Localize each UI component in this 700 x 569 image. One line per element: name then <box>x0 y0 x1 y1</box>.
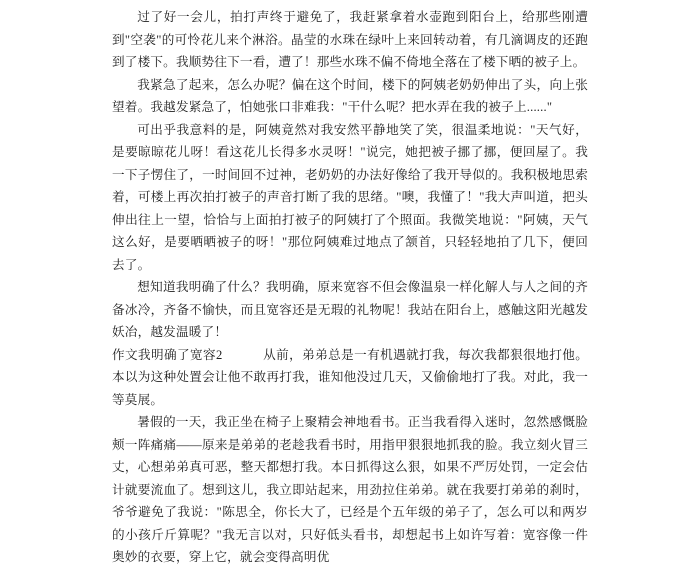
paragraph-2: 我紧急了起来，怎么办呢？偏在这个时间，楼下的阿姨老奶奶伸出了头，向上张望着。我越发紧急了，怕她张口非难我："干什么呢？把水弄在我的被子上......" <box>112 77 588 114</box>
paragraph-3: 可出乎我意料的是，阿姨竟然对我安然平静地笑了笑，很温柔地说："天气好，是要晾晾花儿呀！看这花儿长得多水灵呀！"说完，她把被子挪了挪，便回屋了。我一下子愣住了，一时间回不过神，老奶奶的办法好像给了我开导似的。我积极地思索着，可楼上再次拍打被子的声音打断了我的思绪。"噢，我懂了！"我大声叫道，把头伸出往上一望，恰恰与上面拍打被子的阿姨打了个照面。我微笑地说："阿姨，天气这么好，是要晒晒被子的呀！"那位阿姨难过地点了颔首，只轻轻地拍了几下，便回去了。 <box>112 122 588 272</box>
paragraph-4: 想知道我明确了什么？我明确，原来宽容不但会像温泉一样化解人与人之间的齐备冰冷，齐备不愉快，而且宽容还是无瑕的礼物呢！我站在阳台上，感触这阳光越发妖冶，越发温暖了！ <box>112 280 588 339</box>
section-heading: 作文我明确了宽容2 <box>112 347 223 362</box>
paragraph-1: 过了好一会儿，拍打声终于避免了，我赶紧拿着水壶跑到阳台上，给那些刚遭到"空袭"的可怜花儿来个淋浴。晶莹的水珠在绿叶上来回转动着，有几滴调皮的还跑到了楼下。我顺势往下一看，遭了！那些水珠不偏不倚地全落在了楼下晒的被子上。 <box>112 10 588 69</box>
section-heading-text: 从前，弟弟总是一有机遇就打我，每次我都狠很地打他。本以为这种处置会让他不敢再打我，谁知他没过几天，又偷偷地打了我。对此，我一等莫展。 <box>112 347 588 407</box>
paragraph-heading-2 <box>112 344 588 412</box>
document-body <box>112 6 588 569</box>
paragraph-5: 暑假的一天，我正坐在椅子上聚精会神地看书。正当我看得入迷时，忽然感慨脸颊一阵痛痛——原来是弟弟的老趁我看书时，用指甲狠狠地抓我的脸。我立刻火冒三丈，心想弟弟真可恶，整天都想打我。本日抓得这么狠，如果不严厉处罚，一定会估计就要流血了。想到这儿，我立即站起来，用劲拉住弟弟。就在我要打弟弟的刹时，爷爷避免了我说："陈思全，你长大了，已经是个五年级的弟子了，怎么可以和两岁的小孩斤斤算呢？"我无言以对，只好低头看书，却想起书上如许写着：宽容像一件奥妙的衣要，穿上它，就会变得高明优 <box>112 415 588 564</box>
